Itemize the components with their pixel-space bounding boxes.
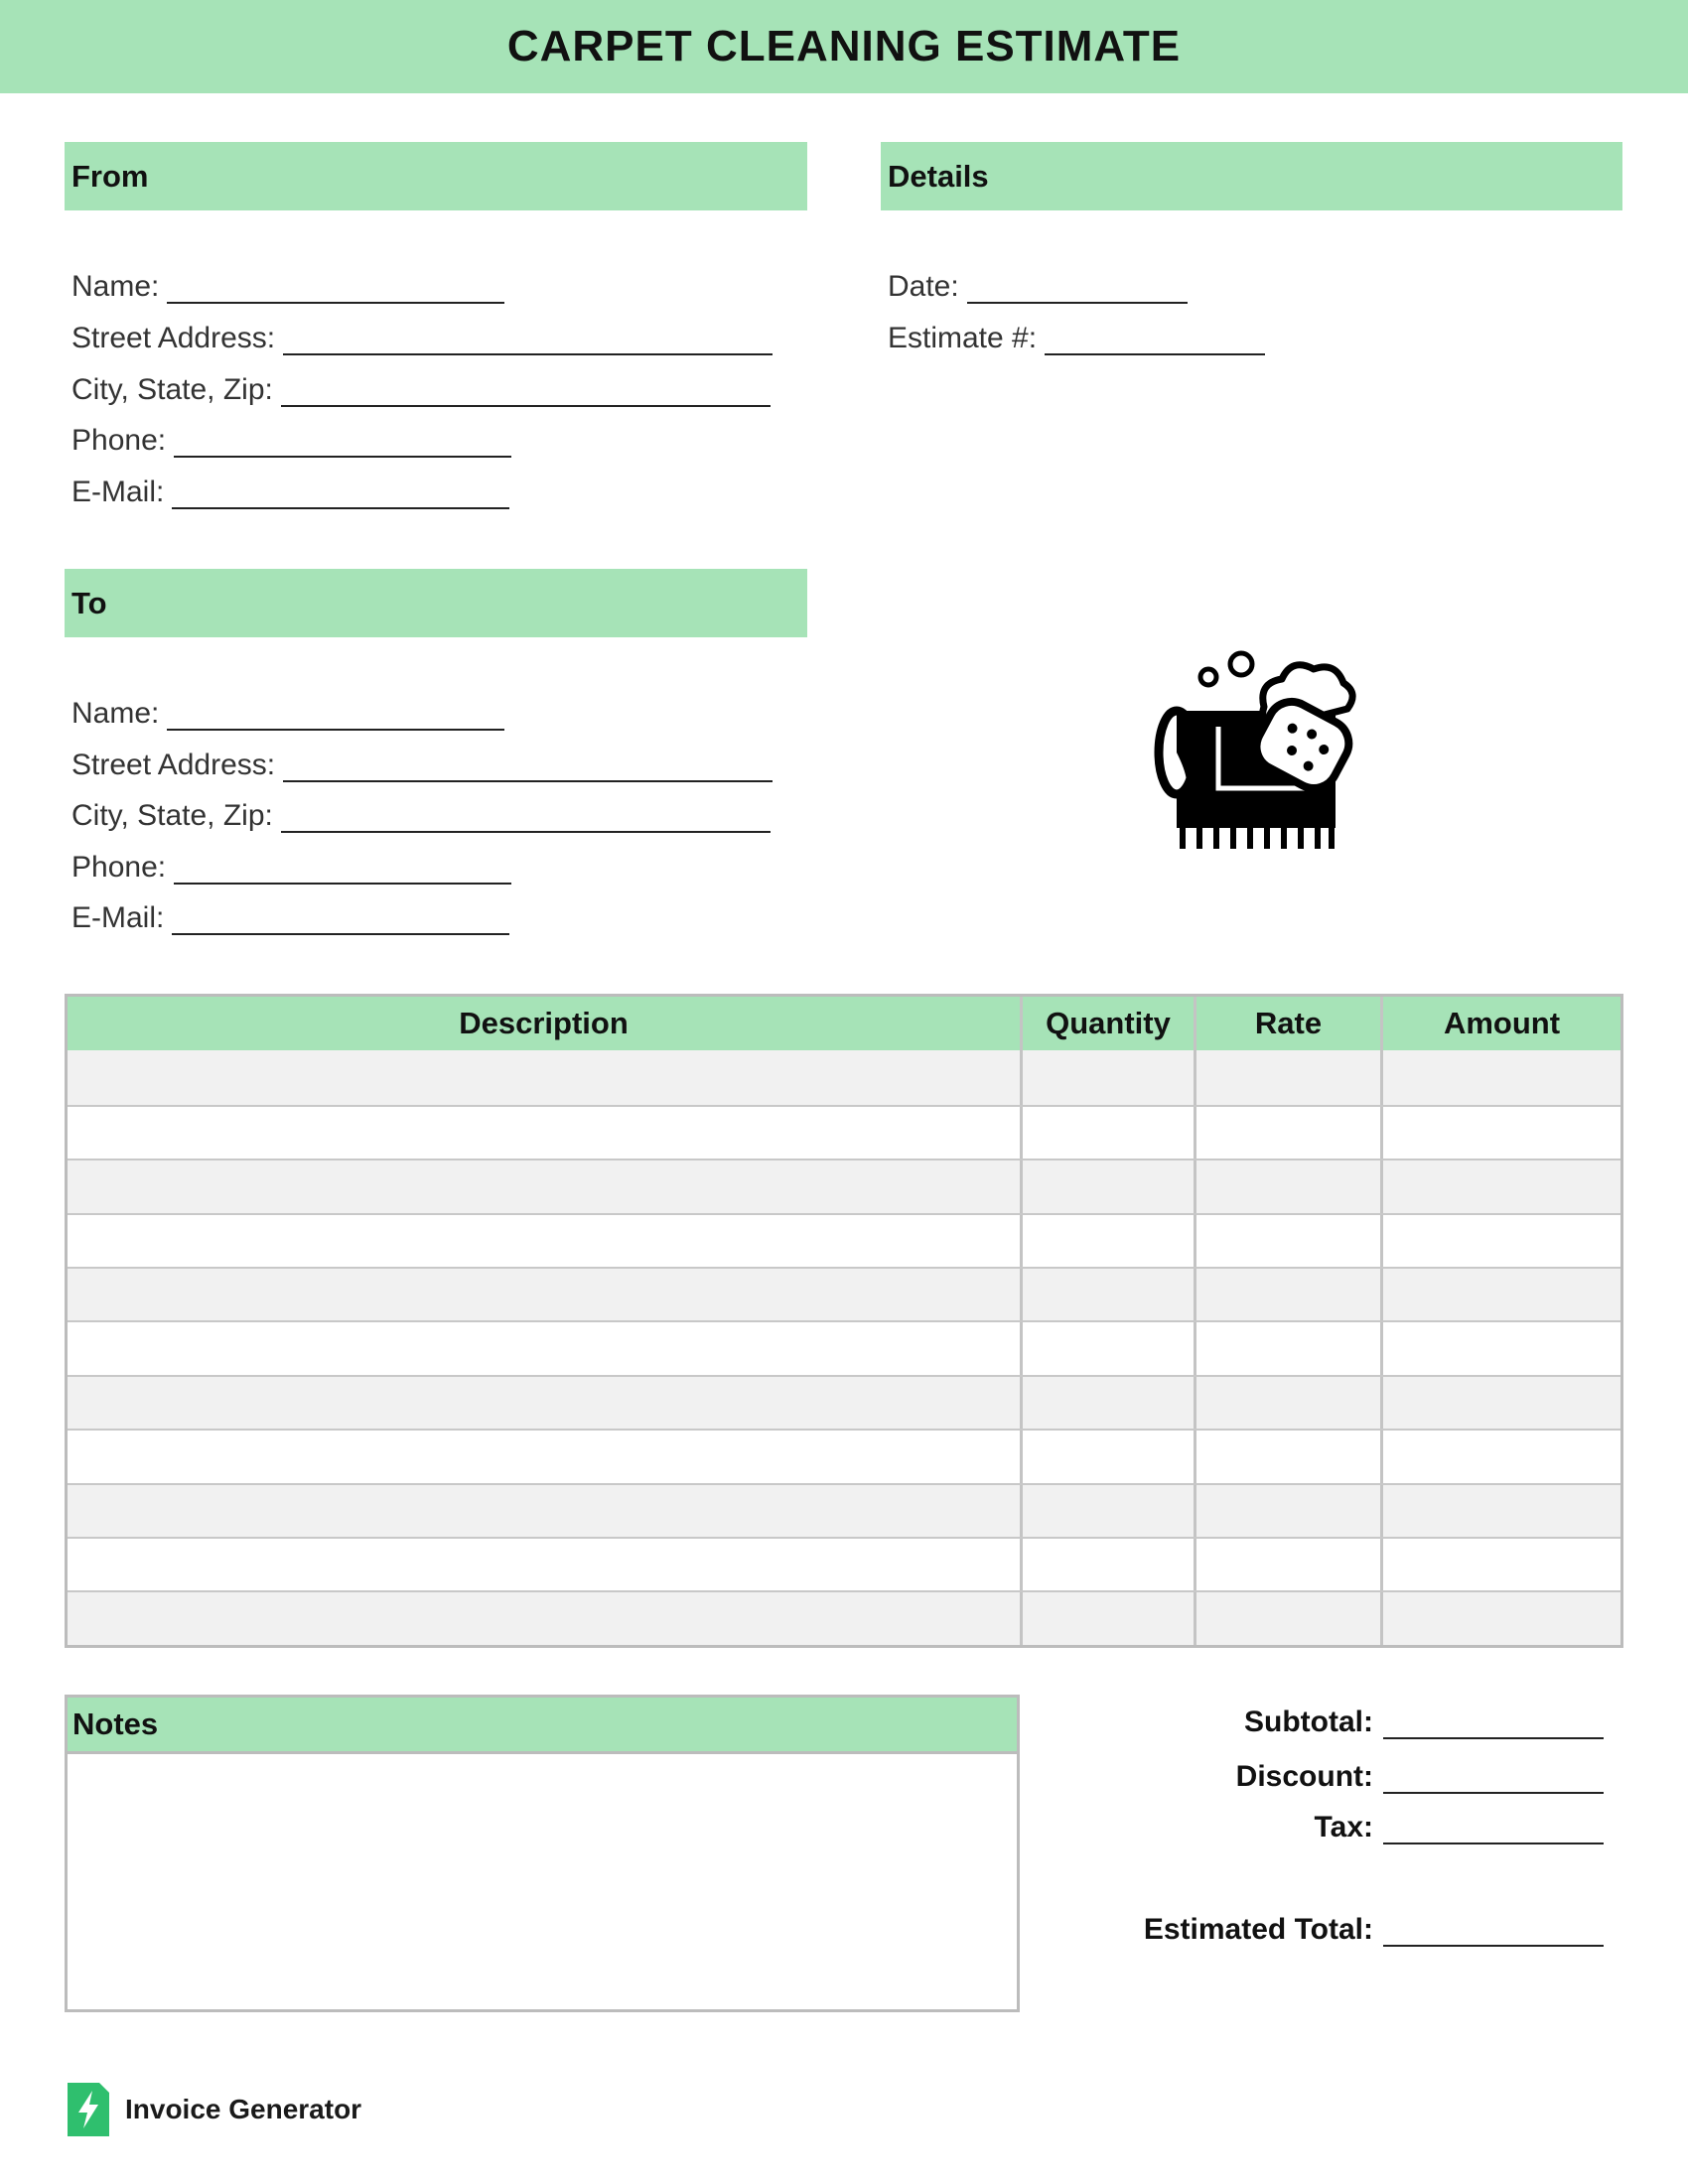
from-city-field[interactable]	[71, 367, 771, 407]
to-name-field[interactable]	[71, 691, 504, 731]
table-cell[interactable]	[68, 1377, 1020, 1429]
to-heading: To	[71, 585, 107, 620]
notes-header	[68, 1698, 1017, 1754]
table-row	[68, 1050, 1620, 1104]
discount-field[interactable]	[1236, 1754, 1604, 1794]
field-input-line[interactable]	[174, 426, 511, 458]
table-row	[68, 1429, 1620, 1482]
field-label: City, State, Zip:	[71, 799, 273, 832]
total-input-line[interactable]	[1383, 1813, 1604, 1844]
table-cell[interactable]	[1380, 1050, 1620, 1104]
total-label: Discount:	[1235, 1760, 1373, 1793]
notes-heading: Notes	[72, 1706, 159, 1741]
table-cell[interactable]	[1380, 1160, 1620, 1212]
field-label: Phone:	[71, 851, 167, 884]
field-label: Name:	[71, 270, 160, 303]
title-banner	[0, 0, 1688, 93]
table-cell[interactable]	[1020, 1215, 1194, 1267]
table-body	[68, 1050, 1620, 1644]
to-email-field[interactable]	[71, 895, 509, 935]
total-input-line[interactable]	[1383, 1762, 1604, 1794]
table-cell[interactable]	[1020, 1377, 1194, 1429]
document-title: CARPET CLEANING ESTIMATE	[506, 22, 1182, 70]
field-label: Name:	[71, 697, 160, 730]
field-input-line[interactable]	[167, 272, 504, 304]
table-row	[68, 1159, 1620, 1212]
table-cell[interactable]	[1380, 1592, 1620, 1644]
table-cell[interactable]	[1380, 1269, 1620, 1320]
line-items-table	[65, 994, 1623, 1648]
field-input-line[interactable]	[967, 272, 1188, 304]
table-row	[68, 1105, 1620, 1159]
total-label: Subtotal:	[1244, 1706, 1373, 1738]
from-street-field[interactable]	[71, 316, 773, 355]
field-input-line[interactable]	[167, 699, 504, 731]
table-cell[interactable]	[1194, 1377, 1380, 1429]
field-input-line[interactable]	[172, 903, 509, 935]
field-input-line[interactable]	[281, 801, 771, 833]
table-cell[interactable]	[68, 1592, 1020, 1644]
column-header-description: Description	[459, 1006, 629, 1041]
table-cell[interactable]	[1020, 1107, 1194, 1159]
notes-box[interactable]	[65, 1695, 1020, 2012]
field-label: Street Address:	[71, 322, 276, 354]
table-cell[interactable]	[1194, 1431, 1380, 1482]
field-input-line[interactable]	[283, 324, 773, 355]
subtotal-field[interactable]	[1244, 1700, 1604, 1739]
table-cell[interactable]	[1020, 1431, 1194, 1482]
details-heading: Details	[888, 158, 989, 194]
table-cell[interactable]	[68, 1160, 1020, 1212]
table-row	[68, 1590, 1620, 1644]
table-cell[interactable]	[68, 1050, 1020, 1104]
table-cell[interactable]	[1020, 1592, 1194, 1644]
table-cell[interactable]	[1020, 1269, 1194, 1320]
table-cell[interactable]	[1020, 1539, 1194, 1590]
table-cell[interactable]	[68, 1322, 1020, 1374]
table-cell[interactable]	[1380, 1539, 1620, 1590]
table-header-row	[68, 997, 1620, 1050]
to-city-field[interactable]	[71, 793, 771, 833]
total-input-line[interactable]	[1383, 1707, 1604, 1739]
field-input-line[interactable]	[1045, 324, 1265, 355]
table-row	[68, 1483, 1620, 1537]
date-field[interactable]	[888, 264, 1188, 304]
table-cell[interactable]	[1380, 1377, 1620, 1429]
table-cell[interactable]	[68, 1431, 1020, 1482]
from-phone-field[interactable]	[71, 418, 511, 458]
from-section-header	[65, 142, 807, 210]
table-cell[interactable]	[1020, 1322, 1194, 1374]
from-name-field[interactable]	[71, 264, 504, 304]
table-cell[interactable]	[1194, 1539, 1380, 1590]
table-cell[interactable]	[1194, 1592, 1380, 1644]
total-label: Estimated Total:	[1143, 1913, 1373, 1946]
total-label: Tax:	[1314, 1811, 1373, 1843]
total-input-line[interactable]	[1383, 1915, 1604, 1947]
table-cell[interactable]	[1194, 1215, 1380, 1267]
table-cell[interactable]	[1380, 1107, 1620, 1159]
field-label: E-Mail:	[71, 476, 165, 508]
table-row	[68, 1320, 1620, 1374]
lightning-bolt-icon	[68, 2083, 109, 2136]
to-street-field[interactable]	[71, 743, 773, 782]
field-label: Street Address:	[71, 749, 276, 781]
table-row	[68, 1213, 1620, 1267]
to-section-header	[65, 569, 807, 637]
table-cell[interactable]	[1380, 1431, 1620, 1482]
to-phone-field[interactable]	[71, 845, 511, 885]
field-label: E-Mail:	[71, 901, 165, 934]
table-cell[interactable]	[68, 1269, 1020, 1320]
estimated-total-field[interactable]	[1144, 1907, 1604, 1947]
field-label: City, State, Zip:	[71, 373, 273, 406]
field-input-line[interactable]	[281, 375, 771, 407]
field-label: Date:	[888, 270, 959, 303]
from-email-field[interactable]	[71, 470, 509, 509]
table-cell[interactable]	[1020, 1485, 1194, 1537]
tax-field[interactable]	[1315, 1805, 1604, 1844]
column-header-quantity: Quantity	[1020, 997, 1194, 1050]
table-row	[68, 1537, 1620, 1590]
column-header-amount: Amount	[1380, 997, 1620, 1050]
from-heading: From	[71, 158, 149, 194]
table-cell[interactable]	[1194, 1160, 1380, 1212]
table-cell[interactable]	[1194, 1107, 1380, 1159]
estimate-number-field[interactable]	[888, 316, 1265, 355]
field-input-line[interactable]	[283, 751, 773, 782]
table-cell[interactable]	[1194, 1269, 1380, 1320]
field-label: Phone:	[71, 424, 167, 457]
table-cell[interactable]	[1380, 1322, 1620, 1374]
field-input-line[interactable]	[174, 853, 511, 885]
table-cell[interactable]	[68, 1215, 1020, 1267]
table-cell[interactable]	[1380, 1215, 1620, 1267]
table-cell[interactable]	[1380, 1485, 1620, 1537]
carpet-cleaning-icon	[1147, 647, 1375, 852]
table-cell[interactable]	[1020, 1160, 1194, 1212]
brand-name: Invoice Generator	[125, 2094, 362, 2124]
table-cell[interactable]	[68, 1485, 1020, 1537]
table-row	[68, 1267, 1620, 1320]
field-label: Estimate #:	[888, 322, 1038, 354]
table-cell[interactable]	[1020, 1050, 1194, 1104]
column-header-rate: Rate	[1194, 997, 1380, 1050]
table-cell[interactable]	[68, 1107, 1020, 1159]
table-cell[interactable]	[68, 1539, 1020, 1590]
details-section-header	[881, 142, 1622, 210]
table-row	[68, 1375, 1620, 1429]
table-cell[interactable]	[1194, 1322, 1380, 1374]
table-cell[interactable]	[1194, 1485, 1380, 1537]
table-cell[interactable]	[1194, 1050, 1380, 1104]
field-input-line[interactable]	[172, 478, 509, 509]
brand-footer[interactable]	[68, 2083, 361, 2136]
